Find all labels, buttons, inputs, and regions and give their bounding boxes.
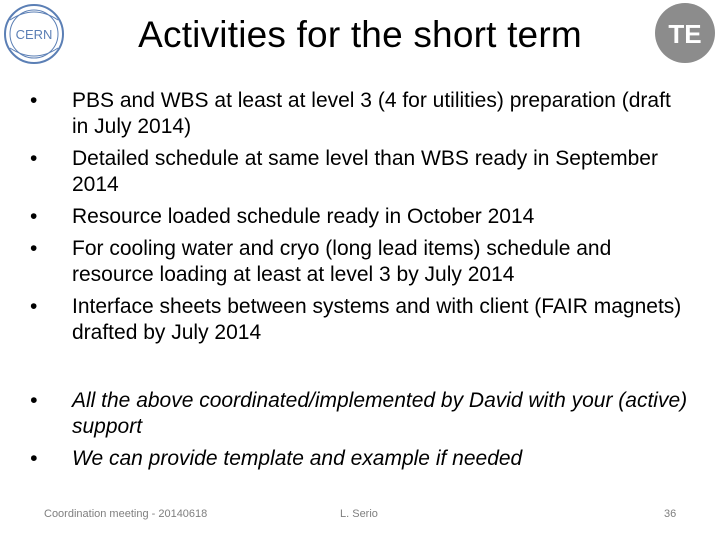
cern-logo-text: CERN bbox=[15, 27, 53, 42]
bullet-dot: • bbox=[30, 205, 38, 228]
italic-bullet-list bbox=[30, 388, 692, 478]
bullet-item bbox=[30, 88, 692, 140]
bullet-text: PBS and WBS at least at level 3 (4 for utilities) preparation (draft in July 2014) bbox=[72, 89, 671, 138]
footer-author: L. Serio bbox=[340, 508, 378, 520]
bullet-dot: • bbox=[30, 389, 38, 412]
cern-logo bbox=[2, 2, 66, 66]
bullet-item bbox=[30, 294, 692, 346]
bullet-text: Interface sheets between systems and with client (FAIR magnets) drafted by July 2014 bbox=[72, 295, 682, 344]
bullet-text: Resource loaded schedule ready in October 2014 bbox=[72, 205, 535, 228]
slide-title: Activities for the short term bbox=[138, 14, 582, 55]
main-bullet-list bbox=[30, 88, 692, 352]
bullet-item bbox=[30, 146, 692, 198]
bullet-text: All the above coordinated/implemented by David with your (active) support bbox=[72, 389, 688, 438]
page-number: 36 bbox=[664, 508, 677, 520]
bullet-dot: • bbox=[30, 89, 38, 112]
bullet-dot: • bbox=[30, 447, 38, 470]
bullet-dot: • bbox=[30, 237, 38, 260]
footer-meeting: Coordination meeting - 20140618 bbox=[44, 508, 208, 520]
te-logo-text: TE bbox=[668, 19, 702, 49]
bullet-text: We can provide template and example if needed bbox=[72, 447, 523, 470]
bullet-item bbox=[30, 446, 692, 472]
bullet-item bbox=[30, 388, 692, 440]
te-logo bbox=[654, 2, 716, 64]
bullet-dot: • bbox=[30, 295, 38, 318]
bullet-item bbox=[30, 236, 692, 288]
bullet-text: For cooling water and cryo (long lead items) schedule and resource loading at least at level 3 by July 2014 bbox=[72, 237, 612, 286]
bullet-item bbox=[30, 204, 692, 230]
bullet-dot: • bbox=[30, 147, 38, 170]
bullet-text: Detailed schedule at same level than WBS ready in September 2014 bbox=[72, 147, 658, 196]
